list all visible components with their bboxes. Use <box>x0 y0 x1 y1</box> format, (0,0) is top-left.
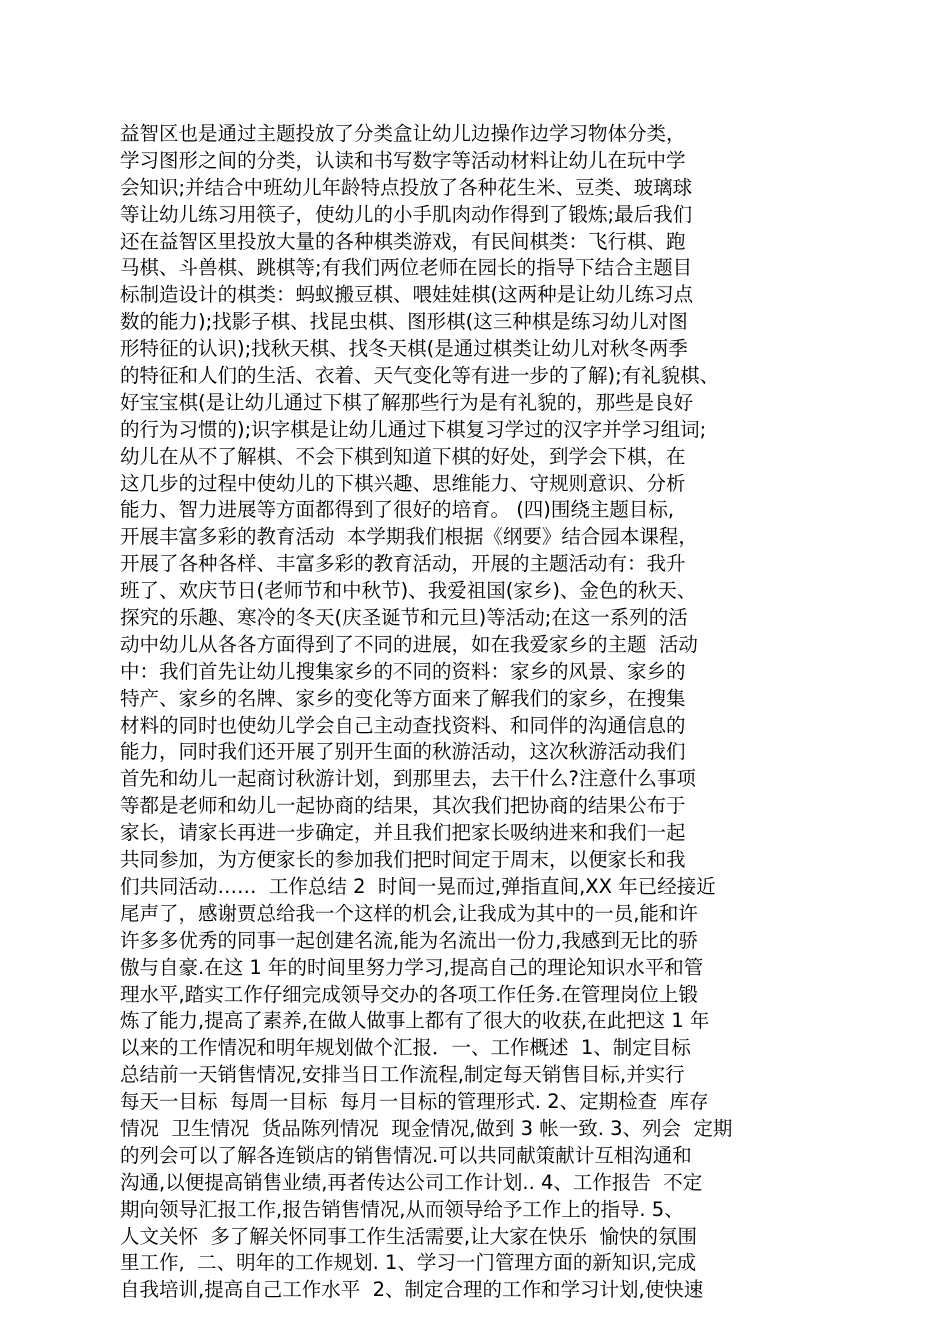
text-line: 还在益智区里投放大量的各种棋类游戏，有民间棋类：飞行棋、跑 <box>120 229 686 253</box>
text-line: 能力，同时我们还开展了别开生面的秋游活动，这次秋游活动我们 <box>120 740 686 764</box>
text-line: 学习图形之间的分类，认读和书写数字等活动材料让幼儿在玩中学 <box>120 148 686 172</box>
text-line: 情况 卫生情况 货品陈列情况 现金情况,做到 3 帐一致. 3、列会 定期 <box>120 1116 733 1140</box>
text-line: 每天一目标 每周一目标 每月一目标的管理形式. 2、定期检查 库存 <box>120 1090 709 1114</box>
text-line: 们共同活动…… 工作总结 2 时间一晃而过,弹指直间,XX 年已经接近 <box>120 874 716 898</box>
text-line: 这几步的过程中使幼儿的下棋兴趣、思维能力、守规则意识、分析 <box>120 471 686 495</box>
text-line: 好宝宝棋(是让幼儿通过下棋了解那些行为是有礼貌的，那些是良好 <box>120 390 694 414</box>
text-line: 的列会可以了解各连锁店的销售情况.可以共同献策献计互相沟通和 <box>120 1143 692 1167</box>
text-line: 人文关怀 多了解关怀同事工作生活需要,让大家在快乐 愉快的氛围 <box>120 1224 697 1248</box>
text-line: 马棋、斗兽棋、跳棋等;有我们两位老师在园长的指导下结合主题目 <box>120 256 693 280</box>
text-line: 材料的同时也使幼儿学会自己主动查找资料、和同伴的沟通信息的 <box>120 713 686 737</box>
text-line: 炼了能力,提高了素养,在做人做事上都有了很大的收获,在此把这 1 年 <box>120 1009 710 1033</box>
text-line: 沟通,以便提高销售业绩,再者传达公司工作计划.. 4、工作报告 不定 <box>120 1170 703 1194</box>
text-line: 尾声了，感谢贾总给我一个这样的机会,让我成为其中的一员,能和许 <box>120 901 698 925</box>
text-line: 中：我们首先让幼儿搜集家乡的不同的资料：家乡的风景、家乡的 <box>120 659 686 683</box>
text-line: 首先和幼儿一起商讨秋游计划，到那里去，去干什么?注意什么事项 <box>120 767 696 791</box>
text-line: 总结前一天销售情况,安排当日工作流程,制定每天销售目标,并实行 <box>120 1063 685 1087</box>
text-line: 幼儿在从不了解棋、不会下棋到知道下棋的好处，到学会下棋，在 <box>120 444 686 468</box>
text-line: 傲与自豪.在这 1 年的时间里努力学习,提高自己的理论知识水平和管 <box>120 955 704 979</box>
text-line: 开展丰富多彩的教育活动 本学期我们根据《纲要》结合园本课程， <box>120 525 698 549</box>
text-line: 里工作, 二、明年的工作规划. 1、学习一门管理方面的新知识,完成 <box>120 1251 697 1275</box>
text-line: 特产、家乡的名牌、家乡的变化等方面来了解我们的家乡，在搜集 <box>120 686 686 710</box>
text-line: 会知识;并结合中班幼儿年龄特点投放了各种花生米、豆类、玻璃球 <box>120 175 693 199</box>
text-line: 能力、智力进展等方面都得到了很好的培育。 (四)围绕主题目标, <box>120 498 675 522</box>
text-line: 以来的工作情况和明年规划做个汇报．一、工作概述 1、制定目标 <box>120 1036 691 1060</box>
text-line: 数的能力);找影子棋、找昆虫棋、图形棋(这三种棋是练习幼儿对图 <box>120 310 688 334</box>
text-line: 形特征的认识);找秋天棋、找冬天棋(是通过棋类让幼儿对秋冬两季 <box>120 337 688 361</box>
text-line: 益智区也是通过主题投放了分类盒让幼儿边操作边学习物体分类， <box>120 122 686 145</box>
text-line: 期向领导汇报工作,报告销售情况,从而领导给予工作上的指导. 5、 <box>120 1197 684 1221</box>
text-line: 许多多优秀的同事一起创建名流,能为名流出一份力,我感到无比的骄 <box>120 928 698 952</box>
text-line: 班了、欢庆节日(老师节和中秋节)、我爱祖国(家乡)、金色的秋天、 <box>120 579 697 603</box>
body-text <box>120 121 840 1304</box>
text-line: 理水平,踏实工作仔细完成领导交办的各项工作任务.在管理岗位上锻 <box>120 982 698 1006</box>
text-line: 动中幼儿从各各方面得到了不同的进展，如在我爱家乡的主题 活动 <box>120 632 698 656</box>
text-line: 自我培训,提高自己工作水平 2、制定合理的工作和学习计划,使快速 <box>120 1278 704 1302</box>
text-line: 标制造设计的棋类：蚂蚁搬豆棋、喂娃娃棋(这两种是让幼儿练习点 <box>120 283 694 307</box>
text-line: 家长，请家长再进一步确定，并且我们把家长吸纳进来和我们一起 <box>120 821 686 845</box>
text-line: 等都是老师和幼儿一起协商的结果，其次我们把协商的结果公布于 <box>120 794 686 818</box>
text-line: 的行为习惯的);识字棋是让幼儿通过下棋复习学过的汉字并学习组词; <box>120 417 707 441</box>
text-line: 的特征和人们的生活、衣着、天气变化等有进一步的了解);有礼貌棋、 <box>120 364 720 388</box>
text-line: 探究的乐趣、寒冷的冬天(庆圣诞节和元旦)等活动;在这一系列的活 <box>120 606 688 630</box>
text-line: 共同参加，为方便家长的参加我们把时间定于周末，以便家长和我 <box>120 848 686 872</box>
text-line: 等让幼儿练习用筷子，使幼儿的小手肌肉动作得到了锻炼;最后我们 <box>120 202 693 226</box>
text-line: 开展了各种各样、丰富多彩的教育活动，开展的主题活动有：我升 <box>120 552 686 576</box>
